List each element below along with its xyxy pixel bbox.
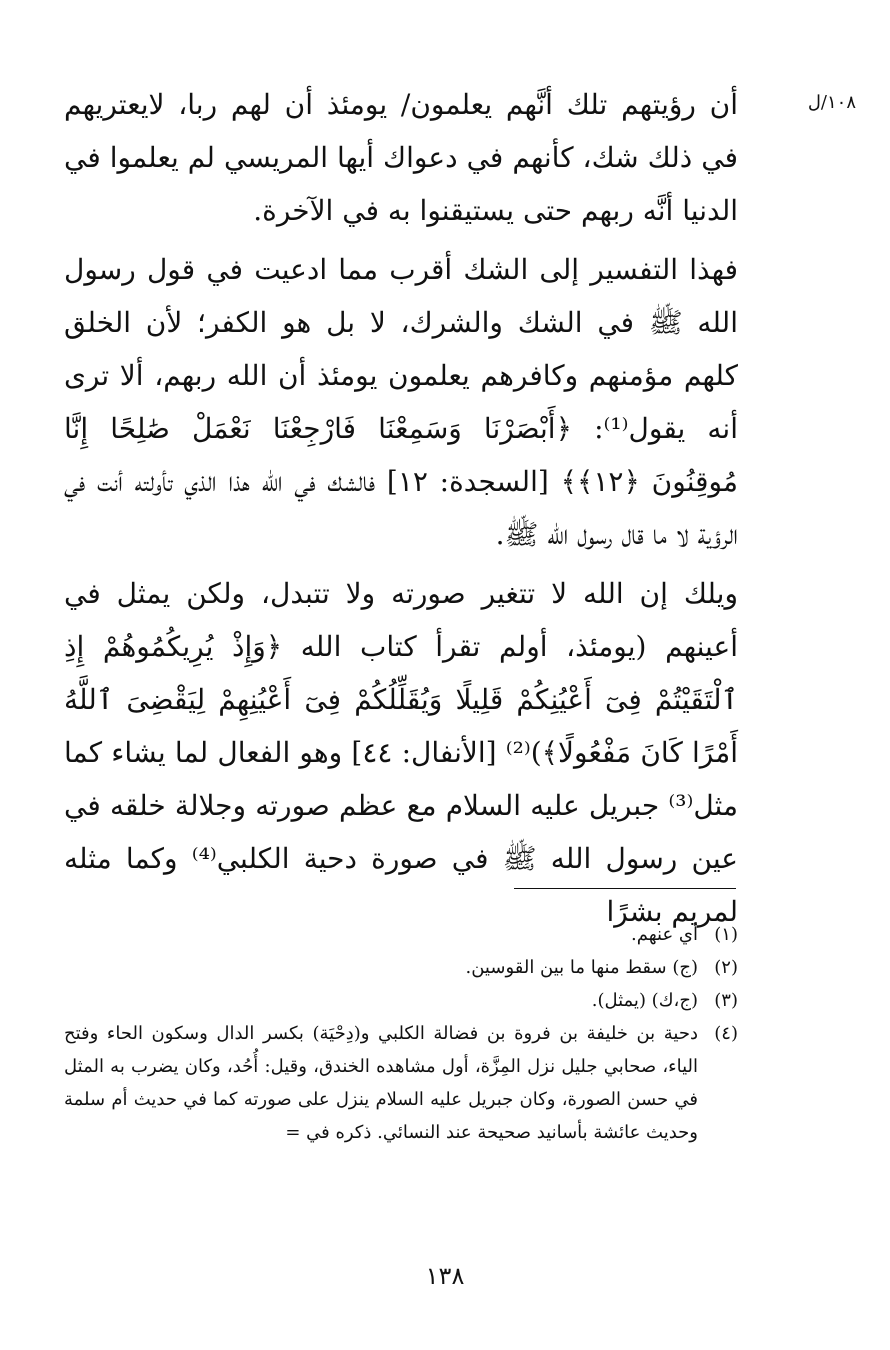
footnote-item <box>64 1017 738 1149</box>
footnote-divider <box>514 888 736 889</box>
main-text <box>64 78 738 944</box>
paragraph-3: ويلك إن الله لا تتغير صورته ولا تتبدل، ولكن يمثل في أعينهم (يومئذ، أولم تقرأ كتاب الله ﴿وَإِذْ يُرِيكُمُوهُمْ إِذِ ٱلْتَقَيْتُمْ فِىٓ أَعْيُنِكُمْ قَلِيلًا وَيُقَلِّلُكُمْ فِىٓ أَعْيُنِهِمْ لِيَقْضِىَ ٱللَّهُ أَمْرًا كَانَ مَفْعُولًا﴾)⁽²⁾ [الأنفال: ٤٤] وهو الفعال لما يشاء كما مثل⁽³⁾ جبريل عليه السلام مع عظم صورته وجلالة خلقه في عين رسول الله ﷺ في صورة دحية الكلبي⁽⁴⁾ وكما مثله لمريم بشرًا <box>64 577 738 928</box>
manuscript-folio-note: ١٠٨/ل <box>807 92 856 113</box>
paragraph-2: فهذا التفسير إلى الشك أقرب مما ادعيت في قول رسول الله ﷺ في الشك والشرك، لا بل هو الكفر؛ لأن الخلق كلهم مؤمنهم وكافرهم يعلمون يومئذ أن الله ربهم، ألا ترى أنه يقول⁽¹⁾: ﴿أَبْصَرْنَا وَسَمِعْنَا فَارْجِعْنَا نَعْمَلْ صَٰلِحًا إِنَّا مُوقِنُونَ ﴿١٢﴾﴾ [السجدة: ١٢] فالشك في الله هذا الذي تأولته أنت في الرؤية لا ما قال رسول الله ﷺ. <box>64 253 738 551</box>
footnote-number: (٣) <box>714 990 738 1011</box>
footnote-item <box>64 951 738 984</box>
footnote-number: (٤) <box>714 1023 738 1044</box>
footnote-number: (٢) <box>714 957 738 978</box>
footnotes <box>64 918 738 1149</box>
footnote-text: (ج،ك) (يمثل). <box>591 990 698 1011</box>
footnote-item <box>64 984 738 1017</box>
footnote-item <box>64 918 738 951</box>
footnote-text: أي عنهم. <box>631 924 698 945</box>
paragraph-1: أن رؤيتهم تلك أنَّهم يعلمون/ يومئذ أن لهم ربا، لايعتريهم في ذلك شك، كأنهم في دعواك أيها المريسي لم يعلموا في الدنيا أنَّه ربهم حتى يستيقنوا به في الآخرة. <box>64 88 738 227</box>
footnote-text: دحية بن خليفة بن فروة بن فضالة الكلبي و(دِحْيَة) بكسر الدال وسكون الحاء وفتح الياء، صحابي جليل نزل المِزَّة، أول مشاهده الخندق، وقيل: أُحُد، وكان يضرب به المثل في حسن الصورة، وكان جبريل عليه السلام ينزل على صورته كما في حديث أم سلمة وحديث عائشة بأسانيد صحيحة عند النسائي. ذكره في = <box>64 1023 698 1143</box>
page-number: ١٣٨ <box>425 1262 465 1290</box>
footnote-text: (ج) سقط منها ما بين القوسين. <box>465 957 698 978</box>
footnote-number: (١) <box>714 924 738 945</box>
